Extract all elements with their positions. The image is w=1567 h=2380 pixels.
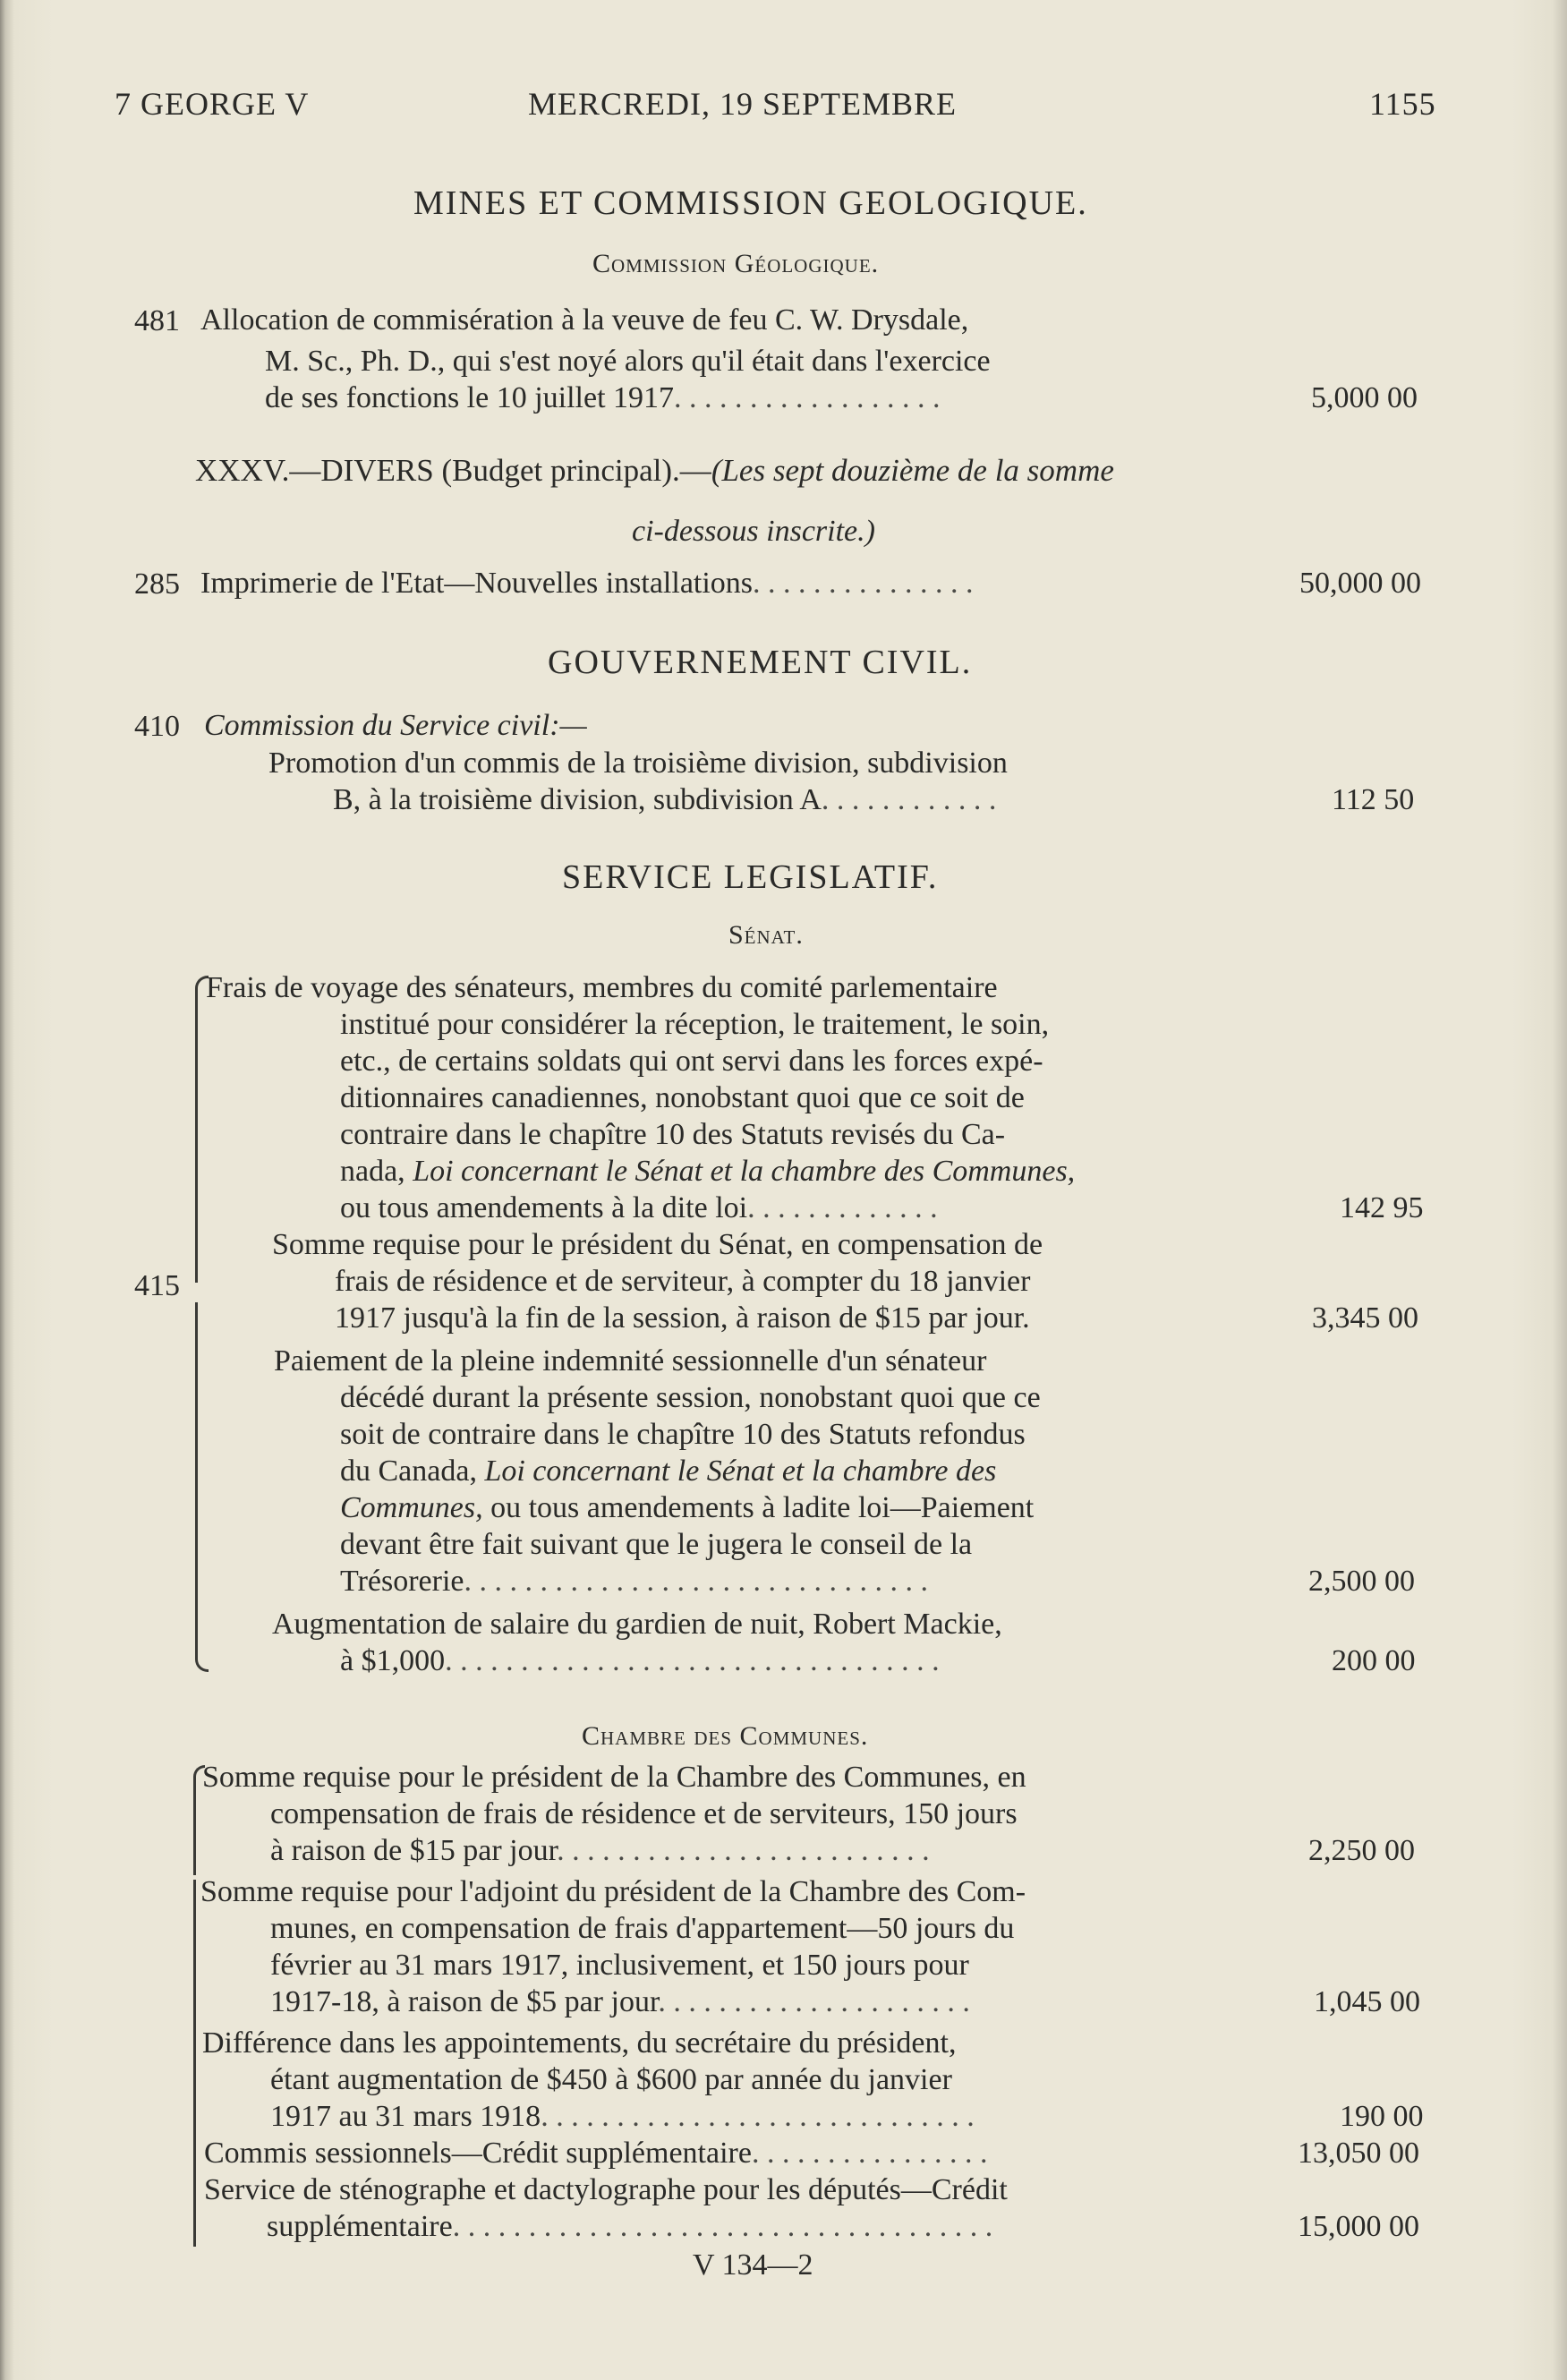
s3-line-3: soit de contraire dans le chapître 10 des Statuts refondus: [340, 1418, 1026, 1451]
c5-amount: 15,000 00: [1298, 2210, 1419, 2243]
s1-amount: 142 95: [1340, 1191, 1424, 1224]
c2-line-3: février au 31 mars 1917, inclusivement, et 150 jours pour: [270, 1949, 969, 1982]
c2-line-2: munes, en compensation de frais d'appartement—50 jours du: [270, 1912, 1015, 1945]
divers-heading-cont: ci-dessous inscrite.): [632, 515, 875, 548]
subsection-senat: Sénat.: [728, 920, 804, 950]
section-title-gouvernement-civil: GOUVERNEMENT CIVIL.: [548, 644, 973, 681]
s1-line-6: nada, Loi concernant le Sénat et la chambre des Communes,: [340, 1155, 1076, 1188]
item-410-line-2: Promotion d'un commis de la troisième division, subdivision: [268, 746, 1008, 780]
c1-line-1: Somme requise pour le président de la Chambre des Communes, en: [202, 1761, 1026, 1794]
s3-amount: 2,500 00: [1308, 1565, 1415, 1598]
item-number-410: 410: [134, 710, 180, 743]
item-481-amount: 5,000 00: [1311, 381, 1418, 414]
item-481-line-2: M. Sc., Ph. D., qui s'est noyé alors qu'il était dans l'exercice: [265, 345, 991, 378]
c3-line-1: Différence dans les appointements, du secrétaire du président,: [202, 2026, 957, 2060]
c2-amount: 1,045 00: [1314, 1985, 1420, 2018]
s1-line-4: ditionnaires canadiennes, nonobstant quoi que ce soit de: [340, 1081, 1025, 1114]
brace-415-upper: [195, 976, 209, 1283]
c3-amount: 190 00: [1340, 2100, 1424, 2133]
brace-415-lower: [195, 1302, 209, 1672]
s3-line-7: Trésorerie. . . . . . . . . . . . . . . . . . . . . . . . . . . . . . .: [340, 1565, 928, 1598]
subsection-chambre-des-communes: Chambre des Communes.: [582, 1721, 869, 1751]
item-number-285: 285: [134, 567, 180, 601]
s4-amount: 200 00: [1332, 1644, 1416, 1677]
item-number-481: 481: [134, 304, 180, 337]
item-285-line: Imprimerie de l'Etat—Nouvelles installations. . . . . . . . . . . . . . .: [200, 567, 974, 600]
s1-line-5: contraire dans le chapître 10 des Statuts revisés du Ca-: [340, 1118, 1006, 1151]
s2-amount: 3,345 00: [1312, 1301, 1418, 1335]
header-center: MERCREDI, 19 SEPTEMBRE: [528, 86, 958, 122]
c3-line-2: étant augmentation de $450 à $600 par année du janvier: [270, 2063, 952, 2096]
s2-line-2: frais de résidence et de serviteur, à compter du 18 janvier: [335, 1265, 1031, 1298]
c1-line-2: compensation de frais de résidence et de serviteurs, 150 jours: [270, 1797, 1018, 1830]
c5-line-2: supplémentaire. . . . . . . . . . . . . . . . . . . . . . . . . . . . . . . . . . . .: [267, 2210, 993, 2243]
section-title-service-legislatif: SERVICE LEGISLATIF.: [562, 858, 939, 896]
item-285-amount: 50,000 00: [1299, 567, 1421, 600]
item-481-line-3: de ses fonctions le 10 juillet 1917. . . . . . . . . . . . . . . . . .: [265, 381, 941, 414]
c1-line-3: à raison de $15 par jour. . . . . . . . . . . . . . . . . . . . . . . . .: [270, 1834, 930, 1867]
s1-line-1: Frais de voyage des sénateurs, membres du comité parlementaire: [206, 971, 998, 1004]
page-number: 1155: [1369, 86, 1436, 122]
item-410-line-3: B, à la troisième division, subdivision A. . . . . . . . . . . .: [333, 783, 997, 816]
s2-line-1: Somme requise pour le président du Sénat, en compensation de: [272, 1228, 1043, 1261]
s4-line-2: à $1,000. . . . . . . . . . . . . . . . . . . . . . . . . . . . . . . . .: [340, 1644, 940, 1677]
s3-line-6: devant être fait suivant que le jugera le conseil de la: [340, 1528, 973, 1561]
item-410-line-1: Commission du Service civil:—: [204, 709, 587, 742]
c1-amount: 2,250 00: [1308, 1834, 1415, 1867]
c2-line-1: Somme requise pour l'adjoint du président de la Chambre des Com-: [200, 1875, 1026, 1908]
c4-amount: 13,050 00: [1298, 2137, 1419, 2170]
c3-line-3: 1917 au 31 mars 1918. . . . . . . . . . . . . . . . . . . . . . . . . . . . .: [270, 2100, 975, 2133]
s3-line-1: Paiement de la pleine indemnité sessionnelle d'un sénateur: [274, 1344, 987, 1378]
s1-line-2: institué pour considérer la réception, le traitement, le soin,: [340, 1008, 1050, 1041]
item-number-415: 415: [134, 1269, 180, 1302]
c2-line-4: 1917-18, à raison de $5 par jour. . . . . . . . . . . . . . . . . . . . .: [270, 1985, 970, 2018]
subsection-commission-geologique: Commission Géologique.: [592, 249, 880, 278]
s3-line-2: décédé durant la présente session, nonobstant quoi que ce: [340, 1381, 1041, 1414]
s3-line-5: Communes, ou tous amendements à ladite loi—Paiement: [340, 1491, 1035, 1524]
c5-line-1: Service de sténographe et dactylographe pour les députés—Crédit: [204, 2173, 1008, 2206]
section-title-mines: MINES ET COMMISSION GEOLOGIQUE.: [413, 184, 1088, 222]
c4-line: Commis sessionnels—Crédit supplémentaire. . . . . . . . . . . . . . . .: [204, 2137, 988, 2170]
s3-line-4: du Canada, Loi concernant le Sénat et la chambre des: [340, 1454, 997, 1488]
s4-line-1: Augmentation de salaire du gardien de nuit, Robert Mackie,: [272, 1608, 1002, 1641]
header-left: 7 GEORGE V: [115, 86, 310, 122]
s1-line-7: ou tous amendements à la dite loi. . . . . . . . . . . . .: [340, 1191, 938, 1224]
item-481-line-1: Allocation de commisération à la veuve de feu C. W. Drysdale,: [200, 303, 969, 337]
s2-line-3: 1917 jusqu'à la fin de la session, à raison de $15 par jour.: [335, 1301, 1030, 1335]
s1-line-3: etc., de certains soldats qui ont servi dans les forces expé-: [340, 1045, 1043, 1078]
divers-heading: XXXV.—DIVERS (Budget principal).—(Les sept douzième de la somme: [195, 453, 1114, 488]
brace-communes-2: [193, 1880, 196, 2247]
page-footer-signature: V 134—2: [693, 2248, 813, 2282]
item-410-amount: 112 50: [1332, 783, 1415, 816]
